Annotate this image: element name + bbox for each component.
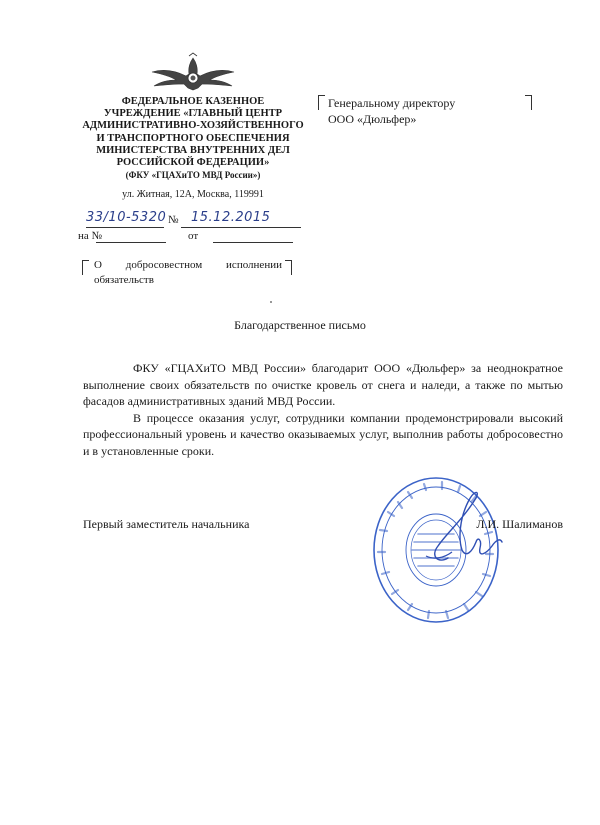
- bracket-corner: [318, 95, 325, 110]
- signatory-name: Л.И. Шалиманов: [476, 517, 563, 531]
- letter-body: [83, 360, 563, 459]
- letter-title: Благодарственное письмо: [234, 318, 366, 332]
- letter-subject: [82, 258, 292, 288]
- signatory-role: Первый заместитель начальника: [83, 517, 250, 531]
- addressee-position: Генеральному директору: [328, 96, 456, 110]
- double-headed-eagle-emblem-icon: [148, 52, 238, 94]
- addressee-block: [318, 95, 532, 127]
- org-line: АДМИНИСТРАТИВНО-ХОЗЯЙСТВЕННОГО: [82, 120, 304, 132]
- org-short-name: (ФКУ «ГЦАХиТО МВД России»): [125, 170, 261, 181]
- registration-date: 15.12.2015: [191, 210, 271, 225]
- body-paragraph: ФКУ «ГЦАХиТО МВД России» благодарит ООО «Дюльфер» за неоднократное выполнение своих обязательств по очистке кровель от снега и наледи, а также по мытью фасадов административных зданий МВД России.: [83, 361, 563, 408]
- addressee-company: ООО «Дюльфер»: [328, 112, 417, 126]
- date-underline: [181, 227, 301, 228]
- reference-row: [78, 230, 308, 242]
- org-address: ул. Житная, 12А, Москва, 119991: [122, 189, 264, 200]
- subject-line-2: обязательств: [94, 274, 154, 286]
- subject-word: добросовестном: [125, 259, 203, 271]
- subject-word: исполнении: [226, 259, 282, 271]
- reference-from-label: от: [188, 230, 199, 242]
- stray-dot: [270, 301, 272, 303]
- organization-header: [62, 96, 324, 181]
- org-line: УЧРЕЖДЕНИЕ «ГЛАВНЫЙ ЦЕНТР: [103, 108, 283, 120]
- org-line: МИНИСТЕРСТВА ВНУТРЕННИХ ДЕЛ: [96, 144, 290, 156]
- body-paragraph: В процессе оказания услуг, сотрудники компании продемонстрировали высокий профессиональный уровень и качество оказываемых услуг, выполнив работы добросовестно и в установленные сроки.: [83, 410, 563, 458]
- registration-number: 33/10-5320: [86, 210, 167, 225]
- registration-row: [86, 210, 316, 228]
- round-official-stamp-icon: [368, 468, 508, 628]
- bracket-corner: [82, 260, 89, 275]
- org-line: РОССИЙСКОЙ ФЕДЕРАЦИИ»: [116, 157, 270, 169]
- bracket-corner: [525, 95, 532, 110]
- org-line: И ТРАНСПОРТНОГО ОБЕСПЕЧЕНИЯ: [96, 132, 290, 144]
- reference-prefix: на №: [78, 230, 103, 242]
- org-line: ФЕДЕРАЛЬНОЕ КАЗЕННОЕ: [121, 96, 265, 107]
- reference-number-line: [96, 242, 166, 243]
- number-sign: №: [168, 214, 179, 226]
- reference-date-line: [213, 242, 293, 243]
- subject-word: О: [94, 259, 102, 271]
- number-underline: [86, 227, 164, 228]
- bracket-corner: [285, 260, 292, 275]
